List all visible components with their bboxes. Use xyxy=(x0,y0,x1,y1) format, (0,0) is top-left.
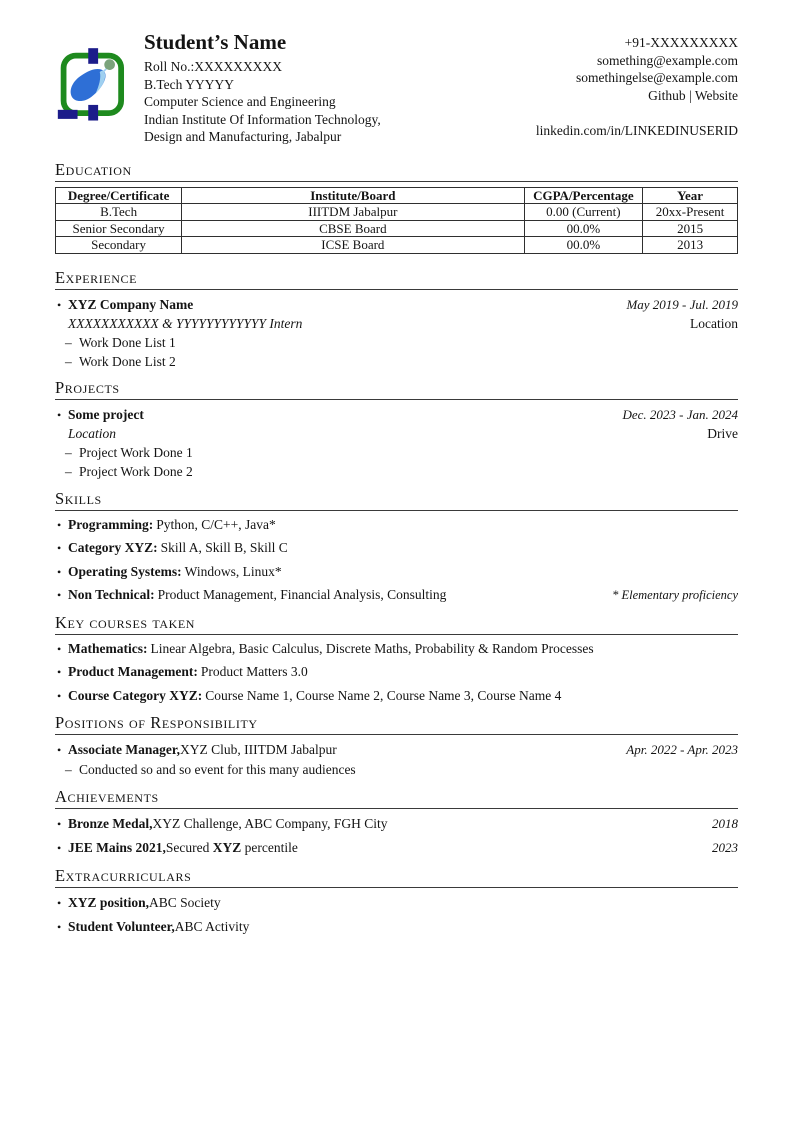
course-label: Product Management: xyxy=(68,664,198,679)
cell-cgpa: 00.0% xyxy=(524,237,643,254)
bullet-icon: • xyxy=(57,920,62,934)
section-title-education: Education xyxy=(55,161,738,182)
experience-work-item xyxy=(65,353,738,371)
email-secondary[interactable]: somethingelse@example.com xyxy=(575,70,738,85)
project-date-range: Dec. 2023 - Jan. 2024 xyxy=(622,407,738,422)
achievement-title: JEE Mains 2021, xyxy=(68,840,166,855)
col-degree: Degree/Certificate xyxy=(56,187,182,204)
achievement-detail: Secured xyxy=(165,840,213,855)
achievement-year: 2018 xyxy=(712,815,738,831)
dash-icon: – xyxy=(65,445,72,460)
dash-icon: – xyxy=(65,762,72,777)
bullet-icon: • xyxy=(57,895,62,910)
skill-label: Operating Systems: xyxy=(68,563,182,579)
project-entry xyxy=(55,406,738,425)
proficiency-note: * Elementary proficiency xyxy=(612,588,738,602)
project-work-item xyxy=(65,463,738,481)
skill-label: Category XYZ: xyxy=(68,540,158,555)
position-role: Associate Manager, xyxy=(68,742,180,757)
achievement-detail: percentile xyxy=(241,840,298,855)
achievement-year: 2023 xyxy=(712,840,738,855)
section-experience xyxy=(55,269,738,371)
section-extracurriculars xyxy=(55,867,738,937)
bullet-icon: • xyxy=(57,688,62,703)
cell-institute: ICSE Board xyxy=(182,237,524,254)
course-value: Linear Algebra, Basic Calculus, Discrete Maths, Probability & Random Processes xyxy=(150,640,594,656)
cell-degree: Secondary xyxy=(56,237,182,254)
section-title-extracurriculars: Extracurriculars xyxy=(55,867,738,888)
project-work-item xyxy=(65,444,738,462)
skill-item xyxy=(55,586,738,605)
bullet-icon: • xyxy=(57,841,62,855)
bullet-icon: • xyxy=(57,816,62,831)
course-label: Course Category XYZ: xyxy=(68,687,203,703)
achievement-detail: XYZ Challenge, ABC Company, FGH City xyxy=(152,815,388,831)
achievement-item xyxy=(55,839,738,858)
course-item xyxy=(55,640,738,659)
section-title-skills: Skills xyxy=(55,490,738,511)
col-year: Year xyxy=(643,187,738,204)
section-title-projects: Projects xyxy=(55,379,738,400)
col-institute: Institute/Board xyxy=(182,187,524,204)
skill-label: Non Technical: xyxy=(68,587,155,602)
dash-icon: – xyxy=(65,353,72,369)
table-row xyxy=(56,220,738,237)
section-title-experience: Experience xyxy=(55,269,738,290)
cell-institute: IIITDM Jabalpur xyxy=(182,204,524,221)
section-courses xyxy=(55,614,738,706)
project-subrow xyxy=(68,425,738,443)
col-cgpa: CGPA/Percentage xyxy=(524,187,643,204)
work-item-text: Work Done List 1 xyxy=(79,334,176,350)
work-item-text: Conducted so and so event for this many audiences xyxy=(79,762,356,777)
work-item-text: Work Done List 2 xyxy=(79,353,176,369)
institute-line-2: Design and Manufacturing, Jabalpur xyxy=(144,129,342,144)
skill-item xyxy=(55,516,738,535)
experience-role: XXXXXXXXXXX & YYYYYYYYYYYY Intern xyxy=(68,315,303,331)
extracurricular-item xyxy=(55,894,738,913)
section-education xyxy=(55,161,738,254)
course-item xyxy=(55,663,738,682)
company-name: XYZ Company Name xyxy=(68,296,194,312)
cell-year: 2015 xyxy=(643,220,738,237)
extracurricular-item xyxy=(55,918,738,937)
position-work-item xyxy=(65,761,738,779)
table-row xyxy=(56,204,738,221)
cell-institute: CBSE Board xyxy=(182,220,524,237)
email-primary[interactable]: something@example.com xyxy=(596,52,738,68)
cell-cgpa: 0.00 (Current) xyxy=(524,204,643,221)
cell-cgpa: 00.0% xyxy=(524,220,643,237)
skill-item xyxy=(55,539,738,558)
course-item xyxy=(55,687,738,706)
bullet-icon: • xyxy=(57,641,62,656)
section-achievements xyxy=(55,788,738,858)
section-projects xyxy=(55,379,738,481)
experience-date-range: May 2019 - Jul. 2019 xyxy=(626,296,738,312)
course-value: Product Matters 3.0 xyxy=(200,664,308,679)
bullet-icon: • xyxy=(57,564,62,579)
dash-icon: – xyxy=(65,334,72,350)
extracurricular-org: ABC Activity xyxy=(174,919,250,934)
section-skills xyxy=(55,490,738,605)
project-drive-link[interactable]: Drive xyxy=(707,426,738,441)
institute-line-1: Indian Institute Of Information Technology, xyxy=(144,111,381,127)
cell-year: 20xx-Present xyxy=(643,204,738,221)
position-date-range: Apr. 2022 - Apr. 2023 xyxy=(626,742,738,757)
github-website-links[interactable]: Github | Website xyxy=(648,87,738,103)
bullet-icon: • xyxy=(57,665,62,679)
skill-value: Skill A, Skill B, Skill C xyxy=(160,540,288,555)
education-table xyxy=(55,187,738,254)
experience-work-item xyxy=(65,334,738,352)
identity-block xyxy=(144,30,381,146)
course-value: Course Name 1, Course Name 2, Course Name 3, Course Name 4 xyxy=(205,687,562,703)
table-row xyxy=(56,237,738,254)
extracurricular-org: ABC Society xyxy=(149,894,221,910)
section-positions xyxy=(55,714,738,779)
header xyxy=(55,30,738,146)
bullet-icon: • xyxy=(57,588,62,602)
phone-number: +91-XXXXXXXXX xyxy=(624,35,738,50)
bullet-icon: • xyxy=(57,541,62,555)
degree-line: B.Tech YYYYY xyxy=(144,76,235,92)
bullet-icon: • xyxy=(57,408,62,422)
linkedin-link[interactable]: linkedin.com/in/LINKEDINUSERID xyxy=(535,123,738,138)
skill-value: Python, C/C++, Java* xyxy=(156,516,276,532)
skill-label: Programming: xyxy=(68,516,154,532)
achievement-highlight: XYZ xyxy=(212,840,242,855)
dash-icon: – xyxy=(65,464,72,479)
contact-block xyxy=(536,30,738,140)
skill-value: Product Management, Financial Analysis, Consulting xyxy=(157,587,447,602)
section-title-courses: Key courses taken xyxy=(55,614,738,635)
roll-number: Roll No.:XXXXXXXXX xyxy=(144,59,282,74)
skill-value: Windows, Linux* xyxy=(184,563,282,579)
position-org: XYZ Club, IIITDM Jabalpur xyxy=(179,742,337,757)
achievement-item xyxy=(55,815,738,834)
education-header-row xyxy=(56,187,738,204)
cell-degree: B.Tech xyxy=(56,204,182,221)
branch-line: Computer Science and Engineering xyxy=(144,94,336,109)
experience-subrow xyxy=(68,315,738,333)
extracurricular-role: Student Volunteer, xyxy=(68,919,175,934)
experience-entry xyxy=(55,296,738,315)
extracurricular-role: XYZ position, xyxy=(68,894,150,910)
position-entry xyxy=(55,741,738,760)
cell-year: 2013 xyxy=(643,237,738,254)
section-title-positions: Positions of Responsibility xyxy=(55,714,738,735)
work-item-text: Project Work Done 1 xyxy=(79,445,193,460)
institute-logo-icon xyxy=(57,44,131,128)
work-item-text: Project Work Done 2 xyxy=(79,464,193,479)
bullet-icon: • xyxy=(57,517,62,532)
project-name: Some project xyxy=(68,407,144,422)
cell-degree: Senior Secondary xyxy=(56,220,182,237)
student-name: Student’s Name xyxy=(144,30,287,54)
bullet-icon: • xyxy=(57,297,62,312)
course-label: Mathematics: xyxy=(68,640,148,656)
project-location: Location xyxy=(68,426,117,441)
section-title-achievements: Achievements xyxy=(55,788,738,809)
bullet-icon: • xyxy=(57,743,62,757)
experience-location: Location xyxy=(690,315,738,331)
skill-item xyxy=(55,563,738,582)
achievement-title: Bronze Medal, xyxy=(68,815,153,831)
